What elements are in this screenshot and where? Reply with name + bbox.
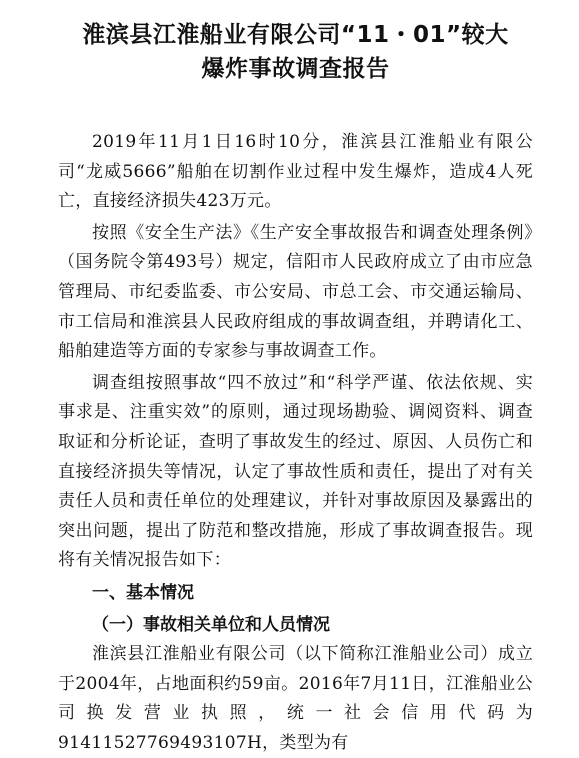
paragraph-company-info: 淮滨县江淮船业有限公司（以下简称江淮船业公司）成立于2004年，占地面积约59亩。2016年7月11日，江淮船业公司换发营业执照，统一社会信用代码为91411527769493107H，类型为有 [58,643,533,753]
subsection-heading-units-personnel: （一）事故相关单位和人员情况 [92,614,330,635]
paragraph-investigation-principles: 调查组按照事故“四不放过”和“科学严谨、依法依规、实事求是、注重实效”的原则，通过现场勘验、调阅资料、调查取证和分析论证，查明了事故发生的经过、原因、人员伤亡和直接经济损失等情况，认定了事故性质和责任，提出了对有关责任人员和责任单位的处理建议，并针对事故原因及暴露出的突出问题，提出了防范和整改措施，形成了事故调查报告。现将有关情况报告如下： [58,372,533,571]
section-heading-basic-info: 一、基本情况 [92,582,194,603]
paragraph-accident-summary: 2019年11月1日16时10分，淮滨县江淮船业有限公司“龙威5666”船舶在切割作业过程中发生爆炸，造成4人死亡，直接经济损失423万元。 [58,132,533,212]
document-body [58,128,533,758]
title-line-2: 爆炸事故调查报告 [201,56,390,82]
document-title [58,18,533,86]
paragraph-investigation-team: 按照《安全生产法》《生产安全事故报告和调查处理条例》（国务院令第493号）规定，信阳市人民政府成立了由市应急管理局、市纪委监委、市公安局、市总工会、市交通运输局、市工信局和淮滨县人民政府组成的事故调查组，并聘请化工、船舶建造等方面的专家参与事故调查工作。 [58,222,533,362]
title-line-1: 淮滨县江淮船业有限公司“11・01”较大 [82,22,509,48]
